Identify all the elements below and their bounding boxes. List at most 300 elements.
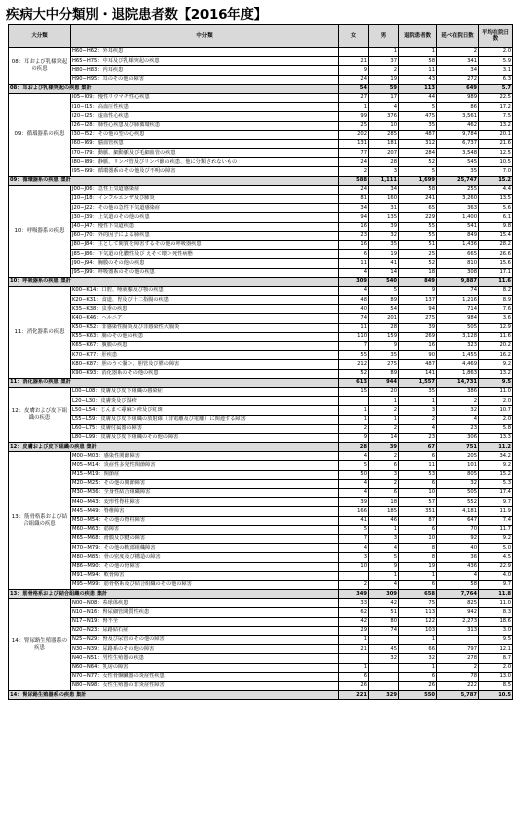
stay-days-cell: 92 xyxy=(437,534,479,543)
avg-stay-cell: 15.6 xyxy=(479,259,513,268)
table-row xyxy=(9,139,513,148)
female-count-cell: 3 xyxy=(339,553,369,562)
major-category-cell: 08：耳および乳様突起の疾患 xyxy=(9,48,71,85)
subtotal-stay-days: 14,731 xyxy=(437,378,479,387)
page-title: 疾病大中分類別・退院患者数【2016年度】 xyxy=(6,7,267,23)
stay-days-cell: 797 xyxy=(437,645,479,654)
table-row xyxy=(9,48,513,57)
subtotal-female: 309 xyxy=(339,277,369,286)
avg-stay-cell: 5.8 xyxy=(479,424,513,433)
male-count-cell: 19 xyxy=(369,250,399,259)
stay-days-cell: 4 xyxy=(437,415,479,424)
mid-category-cell: K00−K14：口腔、唾液腺及び顎の疾患 xyxy=(71,286,339,295)
female-count-cell: 21 xyxy=(339,645,369,654)
table-row xyxy=(9,424,513,433)
discharged-count-cell: 90 xyxy=(399,351,437,360)
discharged-count-cell: 275 xyxy=(399,314,437,323)
table-row xyxy=(9,562,513,571)
female-count-cell: 81 xyxy=(339,195,369,204)
female-count-cell: 24 xyxy=(339,185,369,194)
avg-stay-cell: 7.0 xyxy=(479,167,513,176)
male-count-cell: 185 xyxy=(369,507,399,516)
male-count-cell: 45 xyxy=(369,645,399,654)
table-row xyxy=(9,489,513,498)
discharged-count-cell: 141 xyxy=(399,369,437,378)
mid-category-cell: L60−L75：皮膚付属器の障害 xyxy=(71,424,339,433)
subtotal-discharged: 1,557 xyxy=(399,378,437,387)
avg-stay-cell: 20.1 xyxy=(479,130,513,139)
subtotal-label: 09：循環器系の疾患 集計 xyxy=(9,176,339,185)
stay-days-cell: 222 xyxy=(437,681,479,690)
stay-days-cell: 2 xyxy=(437,663,479,672)
discharged-count-cell: 94 xyxy=(399,305,437,314)
female-count-cell: 94 xyxy=(339,213,369,222)
mid-category-cell: N25−N29：腎及び尿管のその他の障害 xyxy=(71,636,339,645)
stay-days-cell: 36 xyxy=(437,553,479,562)
female-count-cell: 26 xyxy=(339,681,369,690)
female-count-cell: 15 xyxy=(339,387,369,396)
subtotal-female: 221 xyxy=(339,691,369,700)
avg-stay-cell: 11.0 xyxy=(479,387,513,396)
male-count-cell: 51 xyxy=(369,608,399,617)
avg-stay-cell: 12.9 xyxy=(479,323,513,332)
stay-days-cell: 505 xyxy=(437,323,479,332)
header-mid-category: 中分類 xyxy=(71,25,339,48)
table-row xyxy=(9,507,513,516)
avg-stay-cell: 16.2 xyxy=(479,351,513,360)
male-count-cell: 14 xyxy=(369,268,399,277)
stay-days-cell: 665 xyxy=(437,250,479,259)
mid-category-cell: J95−J99：呼吸器系のその他の疾患 xyxy=(71,268,339,277)
discharged-count-cell: 55 xyxy=(399,231,437,240)
subtotal-stay-days: 7,764 xyxy=(437,590,479,599)
subtotal-row xyxy=(9,691,513,700)
male-count-cell: 2 xyxy=(369,406,399,415)
stay-days-cell: 40 xyxy=(437,544,479,553)
stay-days-cell: 647 xyxy=(437,516,479,525)
major-category-cell: 13：筋骨格系および結合組織の疾患 xyxy=(9,452,71,590)
female-count-cell: 25 xyxy=(339,121,369,130)
male-count-cell: 181 xyxy=(369,139,399,148)
avg-stay-cell: 5.6 xyxy=(479,204,513,213)
discharged-count-cell: 312 xyxy=(399,139,437,148)
subtotal-male: 1,111 xyxy=(369,176,399,185)
mid-category-cell: I26−I28：肺性心疾患及び肺循環疾患 xyxy=(71,121,339,130)
table-row xyxy=(9,149,513,158)
female-count-cell: 33 xyxy=(339,599,369,608)
stay-days-cell: 1,436 xyxy=(437,240,479,249)
male-count-cell: 42 xyxy=(369,599,399,608)
stay-days-cell: 1,216 xyxy=(437,296,479,305)
avg-stay-cell: 9.2 xyxy=(479,534,513,543)
avg-stay-cell: 28.2 xyxy=(479,240,513,249)
stay-days-cell: 505 xyxy=(437,489,479,498)
avg-stay-cell: 6.3 xyxy=(479,75,513,84)
male-count-cell: 32 xyxy=(369,654,399,663)
subtotal-avg-stay: 11.8 xyxy=(479,590,513,599)
avg-stay-cell: 5.3 xyxy=(479,479,513,488)
mid-category-cell: J20−J22：その他の急性下気道感染症 xyxy=(71,204,339,213)
subtotal-female: 588 xyxy=(339,176,369,185)
male-count-cell: 19 xyxy=(369,75,399,84)
subtotal-discharged: 550 xyxy=(399,691,437,700)
subtotal-row xyxy=(9,378,513,387)
avg-stay-cell: 8.7 xyxy=(479,654,513,663)
subtotal-male: 309 xyxy=(369,590,399,599)
discharged-count-cell: 65 xyxy=(399,204,437,213)
subtotal-stay-days: 751 xyxy=(437,443,479,452)
avg-stay-cell: 20.2 xyxy=(479,342,513,351)
female-count-cell: 50 xyxy=(339,470,369,479)
subtotal-label: 11：消化器系の疾患 集計 xyxy=(9,378,339,387)
male-count-cell: 35 xyxy=(369,351,399,360)
male-count-cell: 160 xyxy=(369,195,399,204)
discharged-count-cell: 1 xyxy=(399,397,437,406)
table-row xyxy=(9,672,513,681)
male-count-cell: 31 xyxy=(369,204,399,213)
subtotal-label: 12：皮膚および皮下組織の疾患 集計 xyxy=(9,443,339,452)
table-row xyxy=(9,479,513,488)
stay-days-cell: 3,260 xyxy=(437,195,479,204)
avg-stay-cell: 15.4 xyxy=(479,231,513,240)
discharged-count-cell: 32 xyxy=(399,654,437,663)
table-row xyxy=(9,351,513,360)
subtotal-label: 10：呼吸器系の疾患 集計 xyxy=(9,277,339,286)
male-count-cell: 74 xyxy=(369,626,399,635)
subtotal-stay-days: 5,787 xyxy=(437,691,479,700)
female-count-cell: 24 xyxy=(339,75,369,84)
mid-category-cell: M40−M43：変形性脊柱障害 xyxy=(71,498,339,507)
avg-stay-cell: 10.5 xyxy=(479,158,513,167)
discharged-count-cell: 11 xyxy=(399,461,437,470)
male-count-cell: 3 xyxy=(369,470,399,479)
female-count-cell xyxy=(339,48,369,57)
stay-days-cell: 205 xyxy=(437,452,479,461)
stay-days-cell: 552 xyxy=(437,498,479,507)
stay-days-cell: 545 xyxy=(437,158,479,167)
avg-stay-cell: 11.0 xyxy=(479,599,513,608)
male-count-cell: 14 xyxy=(369,433,399,442)
discharged-count-cell: 43 xyxy=(399,75,437,84)
discharged-count-cell: 10 xyxy=(399,489,437,498)
subtotal-avg-stay: 11.6 xyxy=(479,277,513,286)
discharged-count-cell: 52 xyxy=(399,259,437,268)
discharged-count-cell: 66 xyxy=(399,645,437,654)
subtotal-avg-stay: 11.2 xyxy=(479,443,513,452)
table-row xyxy=(9,681,513,690)
mid-category-cell: I10−I15：高血圧性疾患 xyxy=(71,103,339,112)
discharged-count-cell: 1 xyxy=(399,636,437,645)
table-row xyxy=(9,525,513,534)
mid-category-cell: N60−N64：乳房の障害 xyxy=(71,663,339,672)
table-row xyxy=(9,433,513,442)
discharged-count-cell: 6 xyxy=(399,452,437,461)
table-row xyxy=(9,204,513,213)
stay-days-cell: 6,737 xyxy=(437,139,479,148)
table-row xyxy=(9,406,513,415)
mid-category-cell: K90−K93：消化器系のその他の疾患 xyxy=(71,369,339,378)
avg-stay-cell: 13.2 xyxy=(479,121,513,130)
subtotal-female: 28 xyxy=(339,443,369,452)
mid-category-cell: K20−K31：食道、胃及び十二指腸の疾患 xyxy=(71,296,339,305)
table-row xyxy=(9,158,513,167)
male-count-cell: 2 xyxy=(369,424,399,433)
subtotal-male: 540 xyxy=(369,277,399,286)
stay-days-cell: 78 xyxy=(437,672,479,681)
male-count-cell: 9 xyxy=(369,562,399,571)
major-category-cell: 12：皮膚および皮下組織の疾患 xyxy=(9,387,71,442)
avg-stay-cell: 15.2 xyxy=(479,470,513,479)
female-count-cell xyxy=(339,397,369,406)
stay-days-cell: 2,273 xyxy=(437,617,479,626)
table-row xyxy=(9,332,513,341)
mid-category-cell: M45−M49：脊椎障害 xyxy=(71,507,339,516)
table-row xyxy=(9,103,513,112)
stay-days-cell: 58 xyxy=(437,580,479,589)
stay-days-cell: 2 xyxy=(437,48,479,57)
avg-stay-cell: 9.5 xyxy=(479,636,513,645)
male-count-cell: 2 xyxy=(369,452,399,461)
mid-category-cell: L80−L99：皮膚及び皮下組織のその他の障害 xyxy=(71,433,339,442)
mid-category-cell: N80−N98：女性生殖器の非炎症性障害 xyxy=(71,681,339,690)
table-row xyxy=(9,305,513,314)
mid-category-cell: M00−M03：感染性関節障害 xyxy=(71,452,339,461)
mid-category-cell: K80−K87：胆のう＜嚢＞、胆管及び膵の障害 xyxy=(71,360,339,369)
stay-days-cell: 278 xyxy=(437,654,479,663)
male-count-cell: 275 xyxy=(369,360,399,369)
subtotal-avg-stay: 9.5 xyxy=(479,378,513,387)
stay-days-cell: 23 xyxy=(437,424,479,433)
mid-category-cell: N10−N16：腎尿細管間質性疾患 xyxy=(71,608,339,617)
subtotal-stay-days: 649 xyxy=(437,84,479,93)
table-row xyxy=(9,461,513,470)
avg-stay-cell: 26.6 xyxy=(479,250,513,259)
male-count-cell: 6 xyxy=(369,461,399,470)
male-count-cell: 20 xyxy=(369,387,399,396)
subtotal-label: 08：耳および乳様突起の疾患 集計 xyxy=(9,84,339,93)
mid-category-cell: K55−K63：腸のその他の疾患 xyxy=(71,332,339,341)
avg-stay-cell: 6.1 xyxy=(479,213,513,222)
male-count-cell: 3 xyxy=(369,534,399,543)
female-count-cell: 1 xyxy=(339,636,369,645)
avg-stay-cell: 9.2 xyxy=(479,461,513,470)
discharged-count-cell: 25 xyxy=(399,250,437,259)
table-row xyxy=(9,608,513,617)
female-count-cell: 29 xyxy=(339,626,369,635)
discharged-count-cell: 10 xyxy=(399,534,437,543)
mid-category-cell: I05−I09：慢性リウマチ性心疾患 xyxy=(71,93,339,102)
stay-days-cell: 1,863 xyxy=(437,369,479,378)
female-count-cell: 24 xyxy=(339,158,369,167)
female-count-cell: 7 xyxy=(339,342,369,351)
discharged-count-cell: 241 xyxy=(399,195,437,204)
female-count-cell: 2 xyxy=(339,424,369,433)
avg-stay-cell: 10.7 xyxy=(479,406,513,415)
avg-stay-cell: 8.3 xyxy=(479,608,513,617)
discharged-count-cell: 51 xyxy=(399,240,437,249)
stay-days-cell: 4 xyxy=(437,571,479,580)
female-count-cell: 1 xyxy=(339,663,369,672)
mid-category-cell: I30−I52：その他の型の心疾患 xyxy=(71,130,339,139)
avg-stay-cell: 2.0 xyxy=(479,48,513,57)
mid-category-cell: L00−L08：皮膚及び皮下組織の感染症 xyxy=(71,387,339,396)
male-count-cell: 89 xyxy=(369,369,399,378)
mid-category-cell: N00−N08：糸球体疾患 xyxy=(71,599,339,608)
table-row xyxy=(9,185,513,194)
avg-stay-cell: 34.2 xyxy=(479,452,513,461)
mid-category-cell: K65−K67：腹膜の疾患 xyxy=(71,342,339,351)
discharged-count-cell: 351 xyxy=(399,507,437,516)
subtotal-male: 944 xyxy=(369,378,399,387)
stay-days-cell: 323 xyxy=(437,342,479,351)
stay-days-cell: 436 xyxy=(437,562,479,571)
mid-category-cell: M50−M54：その他の脊柱障害 xyxy=(71,516,339,525)
avg-stay-cell: 21.6 xyxy=(479,139,513,148)
female-count-cell: 11 xyxy=(339,259,369,268)
female-count-cell: 4 xyxy=(339,544,369,553)
table-row xyxy=(9,314,513,323)
table-row xyxy=(9,360,513,369)
female-count-cell: 52 xyxy=(339,369,369,378)
stay-days-cell: 4,181 xyxy=(437,507,479,516)
table-row xyxy=(9,369,513,378)
discharged-count-cell: 55 xyxy=(399,222,437,231)
avg-stay-cell: 8.5 xyxy=(479,681,513,690)
mid-category-cell: M60−M63：筋障害 xyxy=(71,525,339,534)
male-count-cell: 5 xyxy=(369,553,399,562)
female-count-cell: 131 xyxy=(339,139,369,148)
discharged-count-cell: 53 xyxy=(399,470,437,479)
female-count-cell: 4 xyxy=(339,268,369,277)
mid-category-cell: K35−K38：虫垂の疾患 xyxy=(71,305,339,314)
mid-category-cell: I95−I99：循環器系のその他及び不明の障害 xyxy=(71,167,339,176)
subtotal-row xyxy=(9,590,513,599)
avg-stay-cell: 9.2 xyxy=(479,360,513,369)
male-count-cell: 207 xyxy=(369,149,399,158)
table-row xyxy=(9,663,513,672)
subtotal-male: 59 xyxy=(369,84,399,93)
mid-category-cell: K40−K46：ヘルニア xyxy=(71,314,339,323)
major-category-cell: 10：呼吸器系の疾患 xyxy=(9,185,71,277)
mid-category-cell: N30−N39：尿路系のその他の障害 xyxy=(71,645,339,654)
female-count-cell: 166 xyxy=(339,507,369,516)
subtotal-avg-stay: 10.5 xyxy=(479,691,513,700)
table-row xyxy=(9,498,513,507)
table-row xyxy=(9,544,513,553)
stay-days-cell: 805 xyxy=(437,470,479,479)
female-count-cell: 110 xyxy=(339,332,369,341)
discharged-count-cell: 6 xyxy=(399,580,437,589)
discharged-count-cell: 8 xyxy=(399,553,437,562)
table-row xyxy=(9,415,513,424)
avg-stay-cell: 2.0 xyxy=(479,415,513,424)
avg-stay-cell: 9.7 xyxy=(479,498,513,507)
table-row xyxy=(9,250,513,259)
mid-category-cell: J10−J18：インフルエンザ及び肺炎 xyxy=(71,195,339,204)
female-count-cell: 55 xyxy=(339,351,369,360)
discharged-count-cell: 5 xyxy=(399,167,437,176)
subtotal-avg-stay: 5.7 xyxy=(479,84,513,93)
avg-stay-cell: 7.5 xyxy=(479,112,513,121)
table-row xyxy=(9,130,513,139)
avg-stay-cell: 17.4 xyxy=(479,489,513,498)
female-count-cell: 4 xyxy=(339,452,369,461)
male-count-cell: 2 xyxy=(369,479,399,488)
female-count-cell: 1 xyxy=(339,406,369,415)
avg-stay-cell: 13.0 xyxy=(479,672,513,681)
male-count-cell: 39 xyxy=(369,222,399,231)
avg-stay-cell: 13.2 xyxy=(479,369,513,378)
header-row xyxy=(9,25,513,48)
table-row xyxy=(9,112,513,121)
avg-stay-cell: 17.2 xyxy=(479,103,513,112)
subtotal-label: 13：筋骨格系および結合組織の疾患 集計 xyxy=(9,590,339,599)
female-count-cell: 6 xyxy=(339,672,369,681)
subtotal-discharged: 849 xyxy=(399,277,437,286)
male-count-cell: 9 xyxy=(369,342,399,351)
female-count-cell: 1 xyxy=(339,415,369,424)
table-row xyxy=(9,654,513,663)
avg-stay-cell: 2.0 xyxy=(479,397,513,406)
subtotal-male: 329 xyxy=(369,691,399,700)
male-count-cell: 285 xyxy=(369,130,399,139)
table-row xyxy=(9,636,513,645)
table-body xyxy=(9,48,513,700)
male-count-cell: 10 xyxy=(369,121,399,130)
female-count-cell: 6 xyxy=(339,250,369,259)
stay-days-cell: 810 xyxy=(437,259,479,268)
avg-stay-cell: 22.9 xyxy=(479,562,513,571)
table-row xyxy=(9,342,513,351)
table-row xyxy=(9,387,513,396)
stay-days-cell: 3,561 xyxy=(437,112,479,121)
discharged-count-cell: 44 xyxy=(399,93,437,102)
male-count-cell: 4 xyxy=(369,580,399,589)
male-count-cell: 37 xyxy=(369,57,399,66)
discharged-count-cell: 5 xyxy=(399,103,437,112)
avg-stay-cell: 3.6 xyxy=(479,314,513,323)
stay-days-cell: 541 xyxy=(437,222,479,231)
male-count-cell: 135 xyxy=(369,213,399,222)
table-row xyxy=(9,617,513,626)
avg-stay-cell: 7.6 xyxy=(479,305,513,314)
male-count-cell: 18 xyxy=(369,498,399,507)
discharged-count-cell: 87 xyxy=(399,516,437,525)
stay-days-cell: 386 xyxy=(437,387,479,396)
avg-stay-cell: 8.2 xyxy=(479,286,513,295)
mid-category-cell: M86−M90：その他の骨障害 xyxy=(71,562,339,571)
mid-category-cell: J80−J84：主として間質を障害するその他の呼吸器疾患 xyxy=(71,240,339,249)
female-count-cell: 10 xyxy=(339,562,369,571)
female-count-cell: 40 xyxy=(339,305,369,314)
table-row xyxy=(9,259,513,268)
discharged-count-cell: 6 xyxy=(399,525,437,534)
table-row xyxy=(9,75,513,84)
discharged-count-cell: 52 xyxy=(399,158,437,167)
mid-category-cell: H80−H83：内耳疾患 xyxy=(71,66,339,75)
female-count-cell: 9 xyxy=(339,433,369,442)
discharged-count-cell: 8 xyxy=(399,544,437,553)
subtotal-label: 14：腎尿路生殖器系の疾患 集計 xyxy=(9,691,339,700)
avg-stay-cell: 18.6 xyxy=(479,617,513,626)
stay-days-cell: 32 xyxy=(437,479,479,488)
female-count-cell: 48 xyxy=(339,296,369,305)
avg-stay-cell: 7.4 xyxy=(479,516,513,525)
avg-stay-cell: 11.6 xyxy=(479,332,513,341)
mid-category-cell: I70−I79：動脈、細動脈及び毛細血管の疾患 xyxy=(71,149,339,158)
female-count-cell: 5 xyxy=(339,461,369,470)
mid-category-cell: J00−J06：急性上気道感染症 xyxy=(71,185,339,194)
